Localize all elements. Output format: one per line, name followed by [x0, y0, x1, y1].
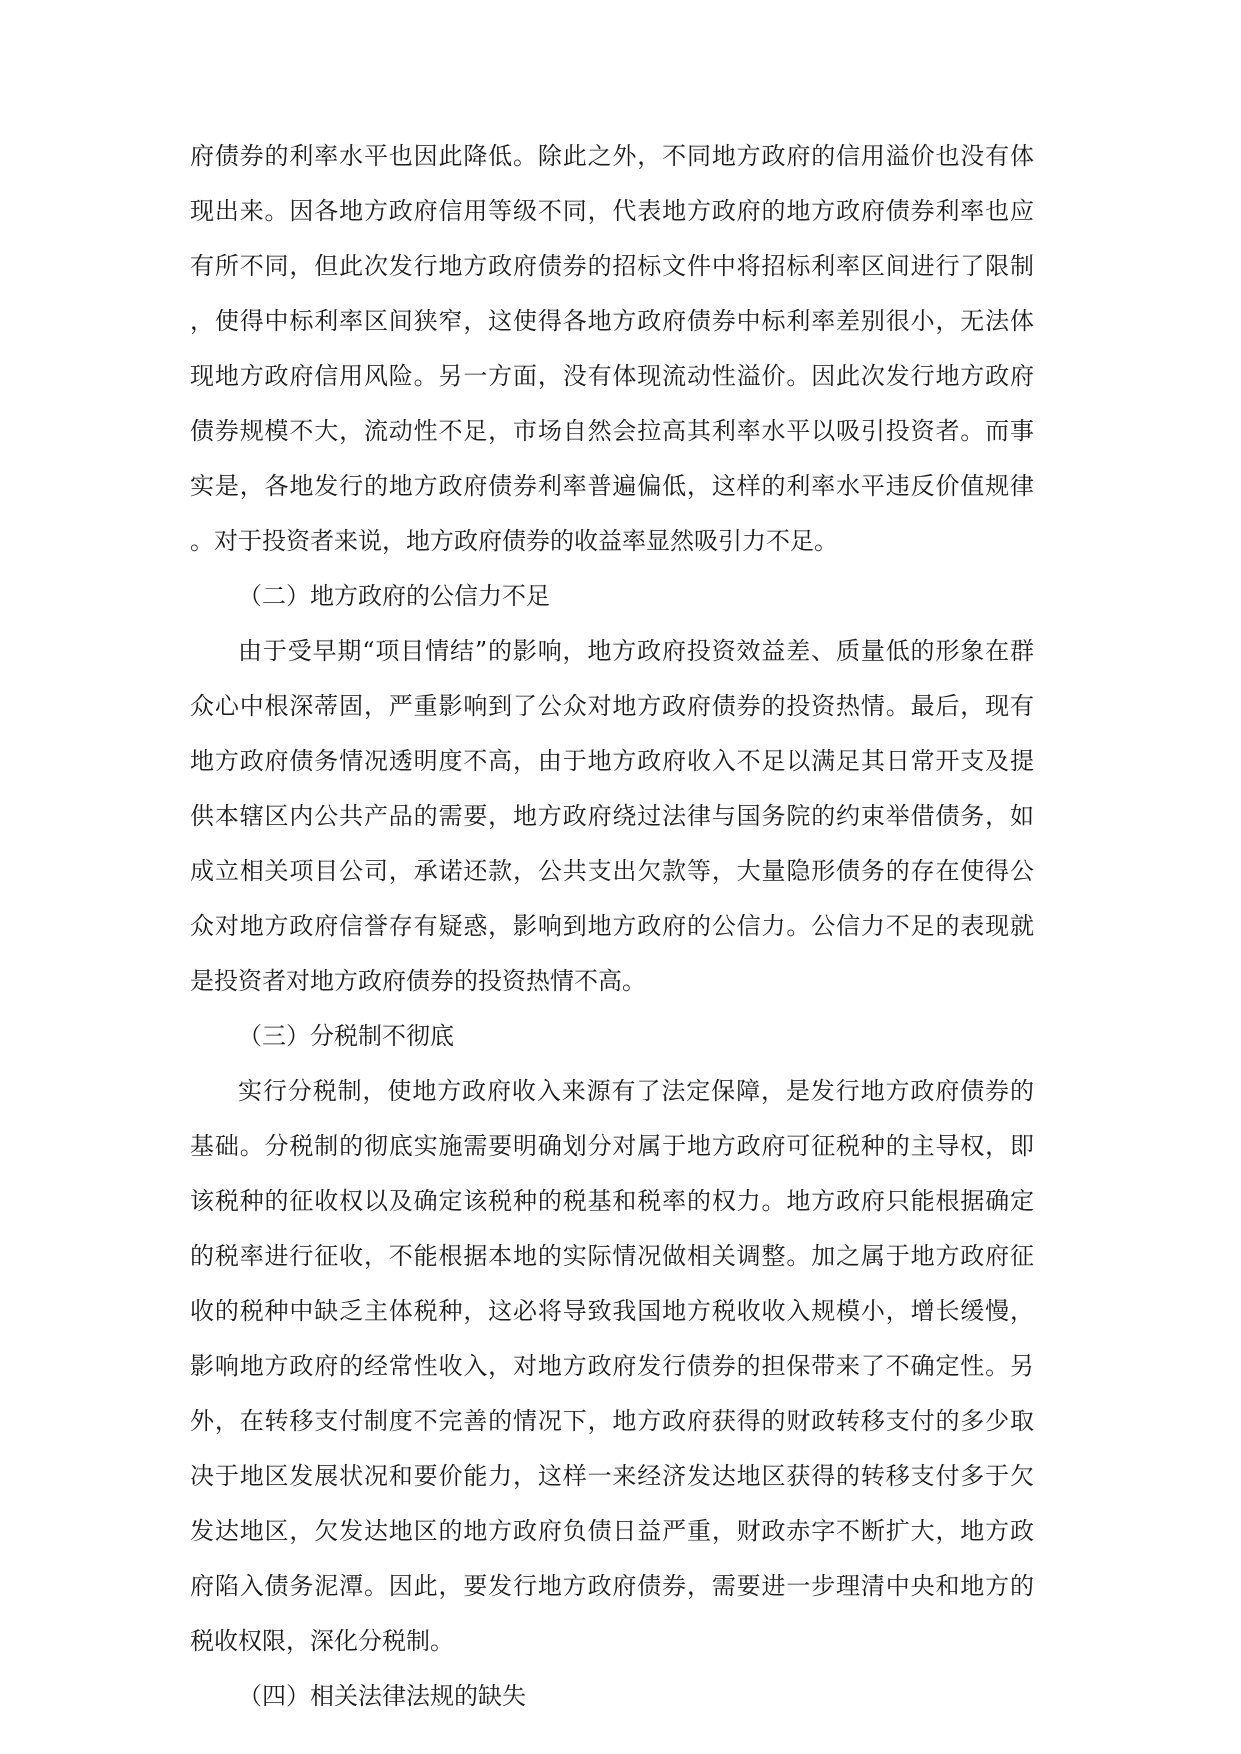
section-heading: （三）分税制不彻底: [238, 1022, 454, 1050]
text-line: 决于地区发展状况和要价能力，这样一来经济发达地区获得的转移支付多于欠: [190, 1462, 1034, 1490]
text-line: ，使得中标利率区间狭窄，这使得各地方政府债券中标利率差别很小，无法体: [190, 307, 1034, 335]
section-heading: （二）地方政府的公信力不足: [238, 582, 550, 610]
text-line: 实行分税制，使地方政府收入来源有了法定保障，是发行地方政府债券的: [238, 1077, 1034, 1105]
text-line: 收的税种中缺乏主体税种，这必将导致我国地方税收收入规模小，增长缓慢，: [190, 1297, 1034, 1325]
text-line: 是投资者对地方政府债券的投资热情不高。: [190, 967, 646, 995]
text-line: 众对地方政府信誉存有疑惑，影响到地方政府的公信力。公信力不足的表现就: [190, 912, 1034, 940]
text-line: 现地方政府信用风险。另一方面，没有体现流动性溢价。因此次发行地方政府: [190, 362, 1034, 390]
text-line: 有所不同，但此次发行地方政府债券的招标文件中将招标利率区间进行了限制: [190, 252, 1034, 280]
text-line: 由于受早期“项目情结”的影响，地方政府投资效益差、质量低的形象在群: [238, 637, 1034, 665]
text-line: 实是，各地发行的地方政府债券利率普遍偏低，这样的利率水平违反价值规律: [190, 472, 1034, 500]
section-heading: （四）相关法律法规的缺失: [238, 1682, 526, 1710]
text-line: 税收权限，深化分税制。: [190, 1627, 454, 1655]
text-line: 债券规模不大，流动性不足，市场自然会拉高其利率水平以吸引投资者。而事: [190, 417, 1034, 445]
text-line: 影响地方政府的经常性收入，对地方政府发行债券的担保带来了不确定性。另: [190, 1352, 1034, 1380]
text-line: 。对于投资者来说，地方政府债券的收益率显然吸引力不足。: [190, 527, 838, 555]
text-line: 府陷入债务泥潭。因此，要发行地方政府债券，需要进一步理清中央和地方的: [190, 1572, 1034, 1600]
text-line: 的税率进行征收，不能根据本地的实际情况做相关调整。加之属于地方政府征: [190, 1242, 1034, 1270]
text-line: 外，在转移支付制度不完善的情况下，地方政府获得的财政转移支付的多少取: [190, 1407, 1034, 1435]
text-line: 众心中根深蒂固，严重影响到了公众对地方政府债券的投资热情。最后，现有: [190, 692, 1034, 720]
text-line: 成立相关项目公司，承诺还款，公共支出欠款等，大量隐形债务的存在使得公: [190, 857, 1034, 885]
text-line: 现出来。因各地方政府信用等级不同，代表地方政府的地方政府债券利率也应: [190, 197, 1034, 225]
text-line: 发达地区，欠发达地区的地方政府负债日益严重，财政赤字不断扩大，地方政: [190, 1517, 1034, 1545]
text-line: 府债券的利率水平也因此降低。除此之外，不同地方政府的信用溢价也没有体: [190, 142, 1034, 170]
text-line: 该税种的征收权以及确定该税种的税基和税率的权力。地方政府只能根据确定: [190, 1187, 1034, 1215]
text-line: 基础。分税制的彻底实施需要明确划分对属于地方政府可征税种的主导权，即: [190, 1132, 1034, 1160]
text-line: 地方政府债务情况透明度不高，由于地方政府收入不足以满足其日常开支及提: [190, 747, 1034, 775]
text-line: 供本辖区内公共产品的需要，地方政府绕过法律与国务院的约束举借债务，如: [190, 802, 1034, 830]
